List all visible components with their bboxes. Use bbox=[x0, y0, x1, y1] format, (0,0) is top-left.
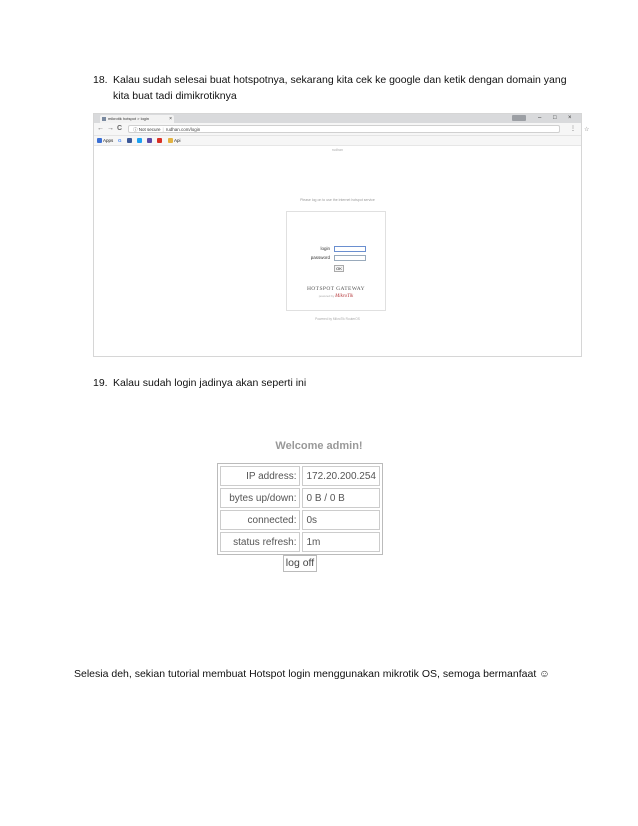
step-18-number: 18. bbox=[93, 74, 108, 86]
back-icon[interactable]: ← bbox=[97, 125, 104, 132]
hotspot-login-box bbox=[286, 211, 386, 311]
password-label: password bbox=[310, 255, 330, 260]
tab-title: mikrotik hotspot > login bbox=[108, 116, 150, 121]
table-row bbox=[220, 488, 380, 508]
step-18-line-1: Kalau sudah selesai buat hotspotnya, sekarang kita cek ke google dan ketik dengan domain yang bbox=[113, 74, 567, 86]
maximize-icon[interactable]: □ bbox=[553, 115, 557, 121]
tab-favicon-icon bbox=[102, 117, 106, 121]
table-row bbox=[220, 466, 380, 486]
bookmark-star-icon[interactable]: ☆ bbox=[584, 127, 590, 133]
bookmark-facebook[interactable] bbox=[127, 136, 132, 145]
info-icon[interactable]: ⓘ bbox=[133, 127, 138, 132]
ok-button[interactable]: OK bbox=[334, 265, 344, 272]
forward-icon[interactable]: → bbox=[107, 125, 114, 132]
youtube-icon bbox=[157, 138, 162, 143]
hotspot-gateway-title: HOTSPOT GATEWAY bbox=[306, 286, 366, 292]
closing-text: Selesia deh, sekian tutorial membuat Hotspot login menggunakan mikrotik OS, semoga bermanfaat ☺ bbox=[74, 668, 550, 680]
tab-close-icon[interactable]: × bbox=[169, 116, 172, 122]
status-label: status refresh: bbox=[220, 532, 300, 552]
browser-screenshot bbox=[93, 113, 590, 357]
login-input[interactable] bbox=[334, 246, 366, 252]
hotspot-login-hint: Please log on to use the internet hotspot service bbox=[300, 198, 375, 202]
status-value: 1m bbox=[302, 532, 380, 552]
apps-grid-icon bbox=[97, 138, 102, 143]
bookmark-instagram[interactable] bbox=[147, 136, 152, 145]
welcome-heading: Welcome admin! bbox=[275, 440, 363, 452]
status-value: 0s bbox=[302, 510, 380, 530]
browser-menu-icon[interactable]: ⋮ bbox=[570, 126, 576, 132]
step-18 bbox=[93, 73, 583, 105]
table-row bbox=[220, 510, 380, 530]
bookmark-api[interactable]: Api bbox=[168, 136, 181, 145]
status-value: 0 B / 0 B bbox=[302, 488, 380, 508]
bookmark-twitter[interactable] bbox=[137, 136, 142, 145]
browser-tab[interactable] bbox=[100, 115, 174, 123]
powered-footer: Powered by MikroTik RouterOS bbox=[315, 317, 360, 321]
address-url: rudhan.com/login bbox=[165, 127, 201, 132]
status-label: connected: bbox=[220, 510, 300, 530]
table-row bbox=[220, 532, 380, 552]
status-label: bytes up/down: bbox=[220, 488, 300, 508]
reload-icon[interactable]: C bbox=[117, 125, 123, 132]
status-table bbox=[217, 463, 383, 555]
mikrotik-logo: MikroTik bbox=[335, 294, 354, 299]
powered-by-label: powered by bbox=[318, 294, 335, 298]
browser-toolbar bbox=[94, 123, 590, 136]
profile-icon[interactable] bbox=[512, 115, 526, 121]
address-separator: | bbox=[162, 127, 164, 132]
security-label: Not secure bbox=[138, 127, 161, 132]
hotspot-gateway-brand bbox=[287, 294, 385, 299]
folder-icon bbox=[168, 138, 173, 143]
instagram-icon bbox=[147, 138, 152, 143]
facebook-icon bbox=[127, 138, 132, 143]
status-label: IP address: bbox=[220, 466, 300, 486]
step-19-number: 19. bbox=[93, 377, 108, 389]
bookmark-google[interactable]: G bbox=[118, 138, 122, 143]
password-input[interactable] bbox=[334, 255, 366, 261]
step-19-text: Kalau sudah login jadinya akan seperti ini bbox=[113, 377, 307, 389]
hotspot-page-title: rudhan bbox=[332, 148, 343, 152]
status-value: 172.20.200.254 bbox=[302, 466, 380, 486]
log-off-button[interactable]: log off bbox=[283, 555, 317, 572]
bookmark-apps[interactable]: Apps bbox=[97, 136, 113, 145]
bookmark-youtube[interactable] bbox=[157, 136, 162, 145]
twitter-icon bbox=[137, 138, 142, 143]
address-bar[interactable] bbox=[128, 125, 590, 133]
close-window-icon[interactable]: × bbox=[568, 115, 572, 121]
bookmarks-bar bbox=[94, 136, 581, 146]
login-label: login bbox=[320, 246, 330, 251]
minimize-icon[interactable]: – bbox=[538, 115, 542, 121]
step-19 bbox=[93, 376, 583, 392]
browser-tab-bar bbox=[94, 114, 581, 123]
step-18-line-2: kita buat tadi dimikrotiknya bbox=[113, 90, 237, 102]
